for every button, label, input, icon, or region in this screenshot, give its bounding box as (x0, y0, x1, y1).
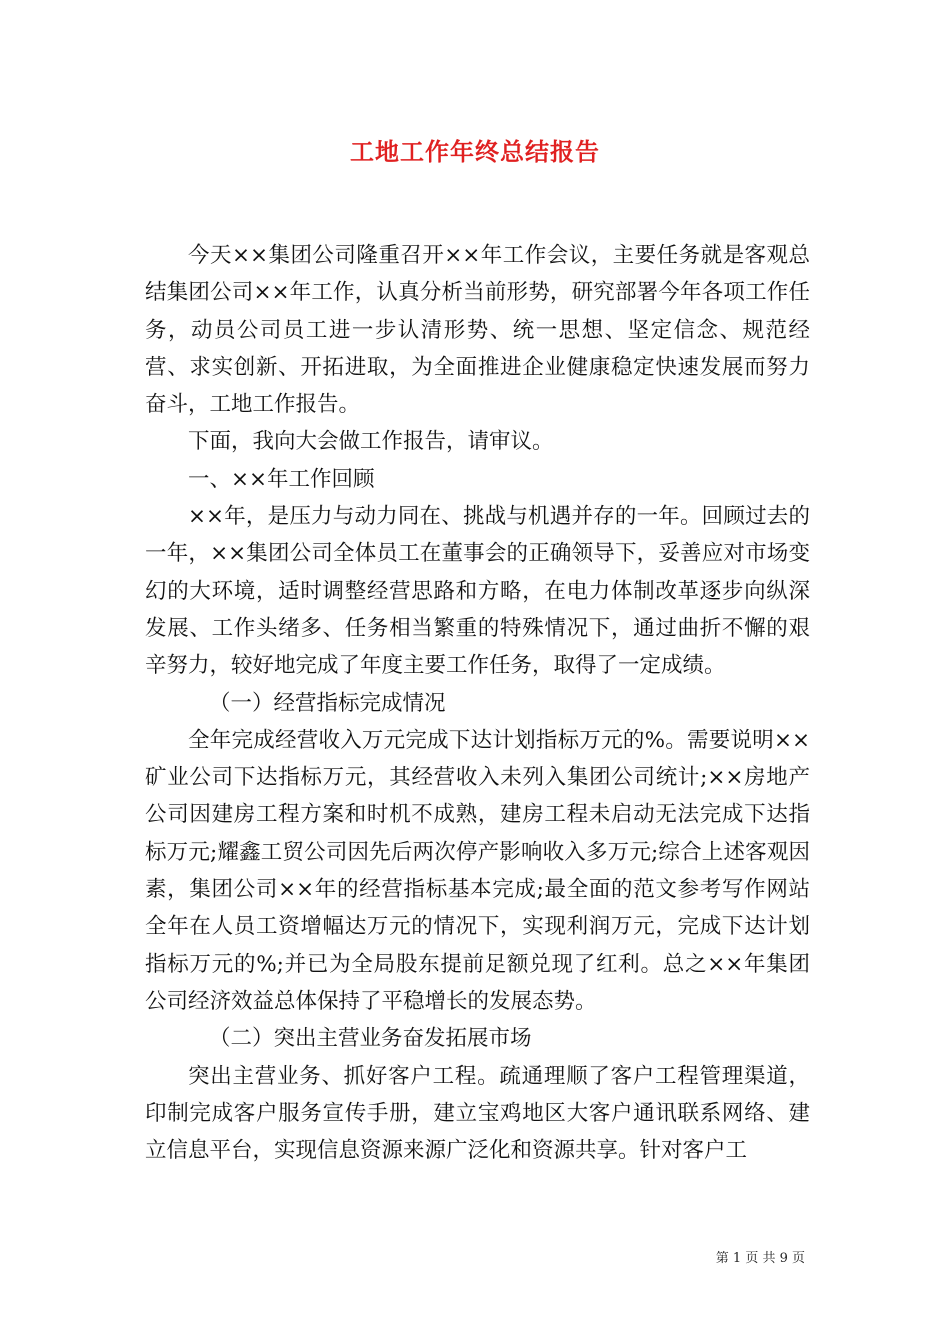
page-number: 第 1 页 共 9 页 (715, 1251, 805, 1266)
document-body (145, 237, 810, 1169)
subsection-heading-market: （二）突出主营业务奋发拓展市场 (209, 1026, 532, 1052)
paragraph-request-review: 下面，我向大会做工作报告，请审议。 (188, 429, 554, 455)
document-title: 工地工作年终总结报告 (350, 137, 600, 166)
section-heading-review: 一、××年工作回顾 (188, 466, 375, 492)
paragraph-intro: 今天××集团公司隆重召开××年工作会议，主要任务就是客观总结集团公司××年工作，认真分析当前形势，研究部署今年各项工作任务，动员公司员工进一步认清形势、统一思想、坚定信念、规范经营、求实创新、开拓进取，为全面推进企业健康稳定快速发展而努力奋斗，工地工作报告。 (145, 243, 810, 418)
paragraph-market: 突出主营业务、抓好客户工程。疏通理顺了客户工程管理渠道，印制完成客户服务宣传手册，建立宝鸡地区大客户通讯联系网络、建立信息平台，实现信息资源来源广泛化和资源共享。针对客户工 (145, 1063, 810, 1164)
paragraph-indicators: 全年完成经营收入万元完成下达计划指标万元的%。需要说明××矿业公司下达指标万元，其经营收入未列入集团公司统计;××房地产公司因建房工程方案和时机不成熟，建房工程未启动无法完成下达指标万元;耀鑫工贸公司因先后两次停产影响收入多万元;综合上述客观因素，集团公司××年的经营指标基本完成;最全面的范文参考写作网站全年在人员工资增幅达万元的情况下，实现利润万元，完成下达计划指标万元的%;并已为全局股东提前足额兑现了红利。总之××年集团公司经济效益总体保持了平稳增长的发展态势。 (145, 727, 810, 1014)
paragraph-year-review: ××年，是压力与动力同在、挑战与机遇并存的一年。回顾过去的一年，××集团公司全体员工在董事会的正确领导下，妥善应对市场变幻的大环境，适时调整经营思路和方略，在电力体制改革逐步向纵深发展、工作头绪多、任务相当繁重的特殊情况下，通过曲折不懈的艰辛努力，较好地完成了年度主要工作任务，取得了一定成绩。 (145, 504, 810, 679)
subsection-heading-indicators: （一）经营指标完成情况 (209, 690, 446, 716)
